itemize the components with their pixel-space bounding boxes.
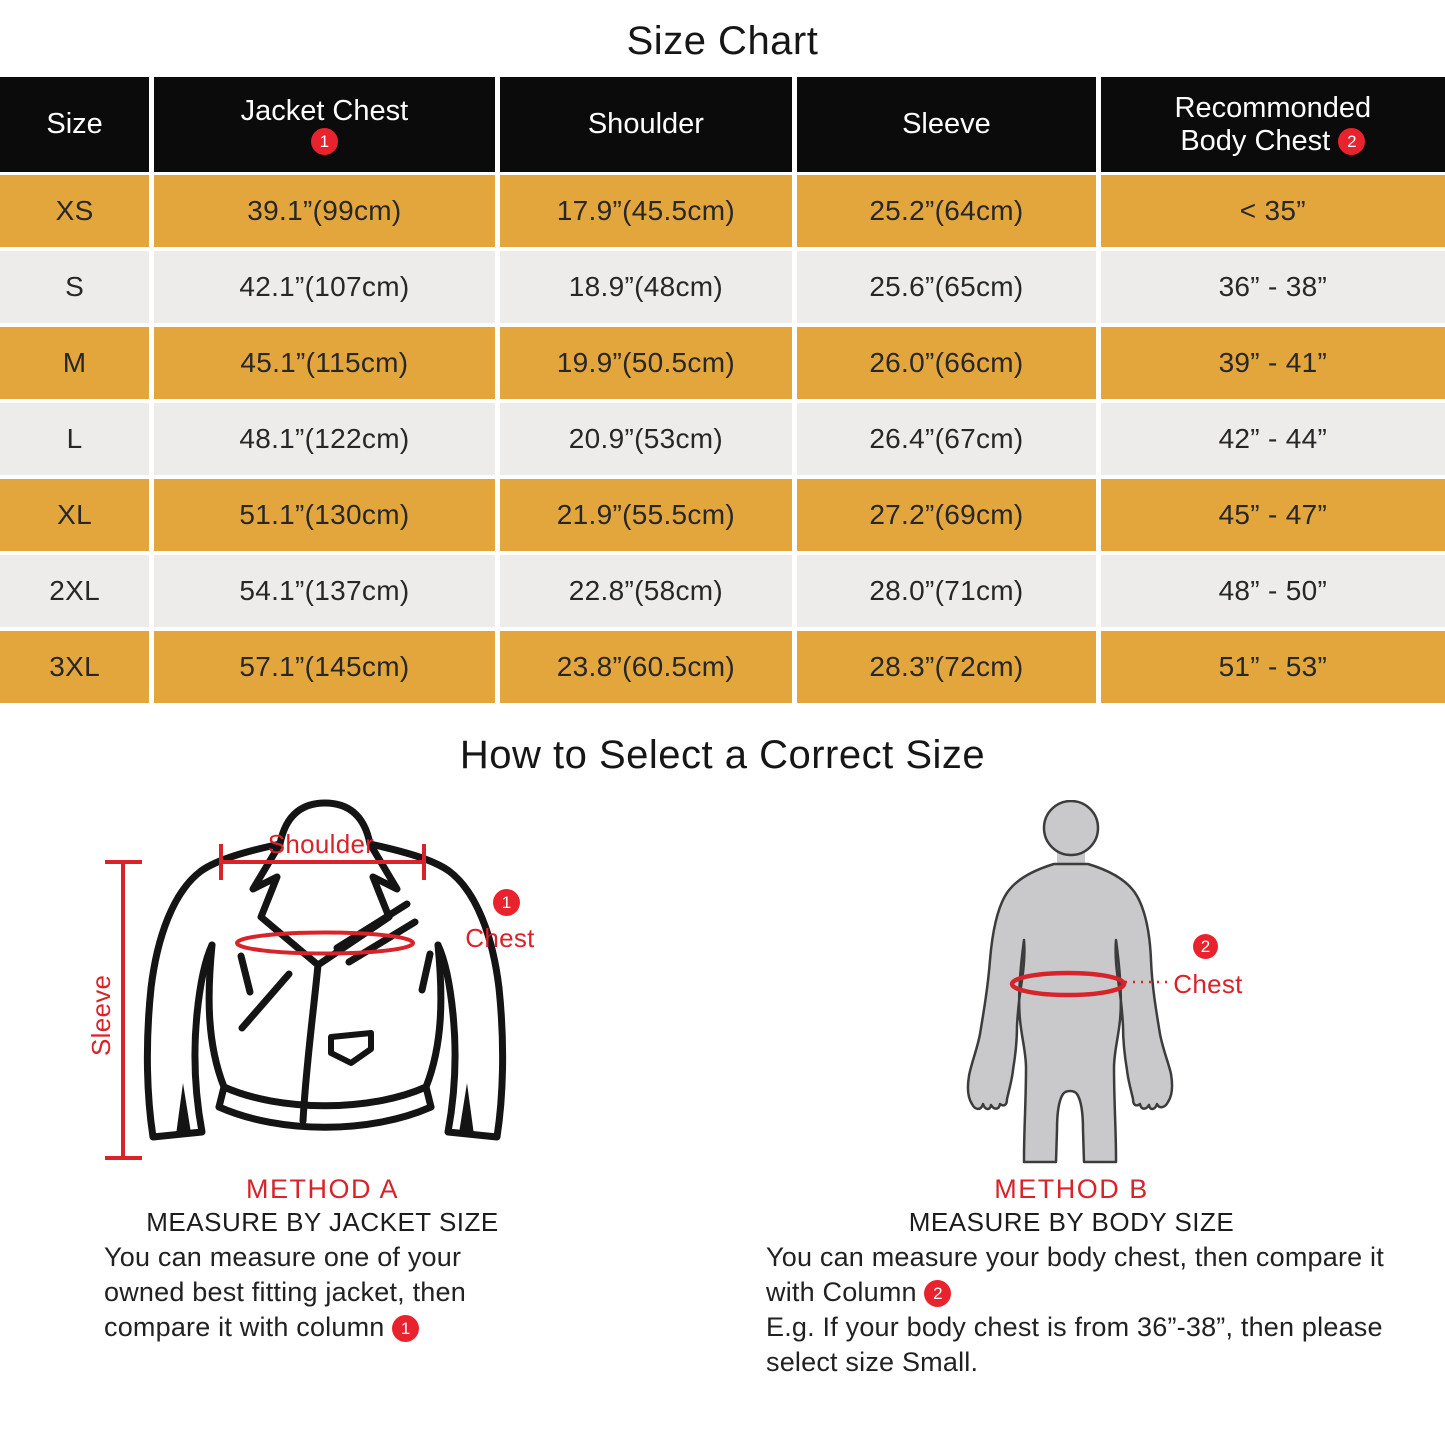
size-selection-guide bbox=[0, 788, 1445, 1448]
col-header-jacket-chest bbox=[152, 77, 497, 174]
cell-size: L bbox=[0, 401, 152, 477]
cell-body-chest: 36” - 38” bbox=[1098, 249, 1445, 325]
sleeve-figure-label: Sleeve bbox=[86, 974, 116, 1056]
cell-size: XS bbox=[0, 174, 152, 250]
col-header-sleeve: Sleeve bbox=[795, 77, 1098, 174]
cell-body-chest: 51” - 53” bbox=[1098, 629, 1445, 703]
chest-1-badge: 1 bbox=[493, 889, 520, 916]
table-row bbox=[0, 174, 1445, 250]
cell-sleeve: 28.3”(72cm) bbox=[795, 629, 1098, 703]
size-chart-table bbox=[0, 77, 1445, 703]
method-b-column-badge: 2 bbox=[924, 1280, 951, 1307]
cell-shoulder: 23.8”(60.5cm) bbox=[497, 629, 795, 703]
table-row bbox=[0, 325, 1445, 401]
cell-body-chest: 39” - 41” bbox=[1098, 325, 1445, 401]
method-b-subtitle: MEASURE BY BODY SIZE bbox=[908, 1207, 1235, 1237]
shoulder-figure-label: Shoulder bbox=[267, 829, 375, 859]
cell-jacket-chest: 51.1”(130cm) bbox=[152, 477, 497, 553]
cell-sleeve: 26.0”(66cm) bbox=[795, 325, 1098, 401]
cell-shoulder: 21.9”(55.5cm) bbox=[497, 477, 795, 553]
cell-jacket-chest: 48.1”(122cm) bbox=[152, 401, 497, 477]
table-header-row bbox=[0, 77, 1445, 174]
col-header-shoulder: Shoulder bbox=[497, 77, 795, 174]
method-a-column-badge: 1 bbox=[392, 1315, 419, 1342]
cell-sleeve: 25.2”(64cm) bbox=[795, 174, 1098, 250]
method-a-title: METHOD A bbox=[245, 1174, 399, 1204]
cell-size: M bbox=[0, 325, 152, 401]
page-title: Size Chart bbox=[626, 19, 819, 63]
col-header-recommended-body-chest bbox=[1098, 77, 1445, 174]
size-chart-infographic bbox=[0, 10, 1445, 1455]
table-row bbox=[0, 477, 1445, 553]
table-row bbox=[0, 553, 1445, 629]
cell-sleeve: 28.0”(71cm) bbox=[795, 553, 1098, 629]
column-2-badge: 2 bbox=[1338, 128, 1365, 155]
cell-shoulder: 18.9”(48cm) bbox=[497, 249, 795, 325]
method-b-title: METHOD B bbox=[994, 1174, 1149, 1204]
method-b-description bbox=[766, 1240, 1396, 1380]
table-row bbox=[0, 249, 1445, 325]
cell-shoulder: 19.9”(50.5cm) bbox=[497, 325, 795, 401]
cell-body-chest: 45” - 47” bbox=[1098, 477, 1445, 553]
cell-jacket-chest: 39.1”(99cm) bbox=[152, 174, 497, 250]
method-b-description-text: You can measure your body chest, then compare it with Column bbox=[766, 1242, 1384, 1307]
cell-sleeve: 25.6”(65cm) bbox=[795, 249, 1098, 325]
method-a-description-text: You can measure one of your owned best fitting jacket, then compare it with column bbox=[104, 1242, 466, 1342]
cell-size: 2XL bbox=[0, 553, 152, 629]
col-header-size: Size bbox=[0, 77, 152, 174]
body-chest-figure-label: Chest bbox=[1173, 969, 1243, 999]
method-a-subtitle: MEASURE BY JACKET SIZE bbox=[146, 1207, 499, 1237]
cell-shoulder: 20.9”(53cm) bbox=[497, 401, 795, 477]
method-a-description bbox=[104, 1240, 524, 1345]
cell-shoulder: 17.9”(45.5cm) bbox=[497, 174, 795, 250]
cell-jacket-chest: 57.1”(145cm) bbox=[152, 629, 497, 703]
col-header-recommended-line1: Recommonded bbox=[1174, 91, 1372, 124]
col-header-jacket-chest-label: Jacket Chest bbox=[240, 94, 409, 127]
cell-sleeve: 27.2”(69cm) bbox=[795, 477, 1098, 553]
cell-jacket-chest: 42.1”(107cm) bbox=[152, 249, 497, 325]
cell-size: 3XL bbox=[0, 629, 152, 703]
cell-body-chest: < 35” bbox=[1098, 174, 1445, 250]
cell-body-chest: 42” - 44” bbox=[1098, 401, 1445, 477]
cell-size: S bbox=[0, 249, 152, 325]
cell-body-chest: 48” - 50” bbox=[1098, 553, 1445, 629]
section-title: How to Select a Correct Size bbox=[459, 733, 986, 777]
col-header-recommended-line2: Body Chest bbox=[1180, 124, 1331, 157]
method-b-example-text: E.g. If your body chest is from 36”-38”, then please select size Small. bbox=[766, 1312, 1383, 1377]
body-silhouette-illustration bbox=[960, 800, 1175, 1172]
table-row bbox=[0, 629, 1445, 703]
column-1-badge: 1 bbox=[311, 128, 338, 155]
chest-2-badge: 2 bbox=[1193, 934, 1218, 959]
table-row bbox=[0, 401, 1445, 477]
cell-jacket-chest: 54.1”(137cm) bbox=[152, 553, 497, 629]
cell-shoulder: 22.8”(58cm) bbox=[497, 553, 795, 629]
cell-size: XL bbox=[0, 477, 152, 553]
cell-sleeve: 26.4”(67cm) bbox=[795, 401, 1098, 477]
jacket-chest-figure-label: Chest bbox=[465, 923, 535, 953]
cell-jacket-chest: 45.1”(115cm) bbox=[152, 325, 497, 401]
